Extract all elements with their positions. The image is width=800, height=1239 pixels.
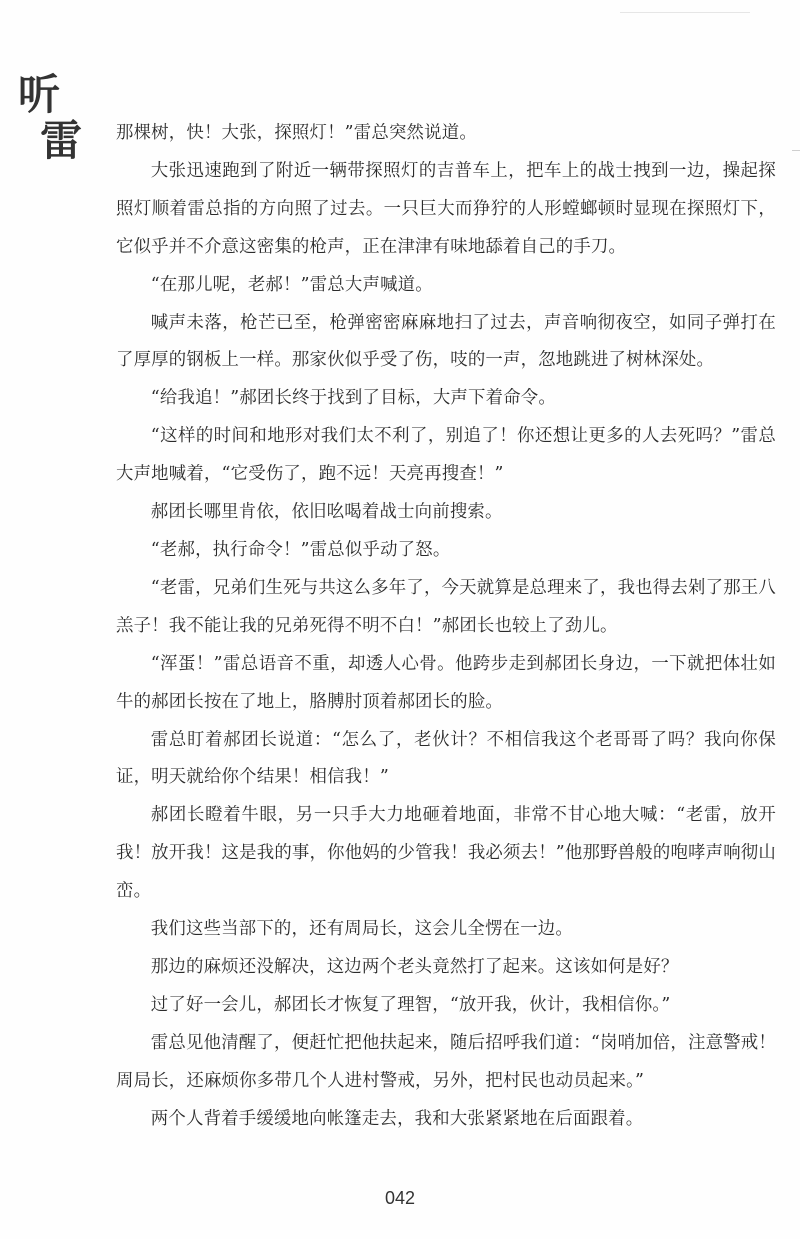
book-title: [18, 70, 83, 165]
paragraph: “老郝，执行命令！”雷总似乎动了怒。: [150, 539, 451, 560]
paragraph: “给我追！”郝团长终于找到了目标，大声下着命令。: [150, 388, 556, 409]
book-title-char-1: 听: [18, 70, 61, 119]
paragraph: “老雷，兄弟们生死与共这么多年了，今天就算是总理来了，我也得去剁了那王八羔子！我不能让我的兄弟死得不明不白！”郝团长也较上了劲儿。: [116, 577, 776, 636]
paragraph: 两个人背着手缓缓地向帐篷走去，我和大张紧紧地在后面跟着。: [150, 1108, 644, 1129]
paragraph: 雷总见他清醒了，便赶忙把他扶起来，随后招呼我们道：“岗哨加倍，注意警戒！周局长，还麻烦你多带几个人进村警戒，另外，把村民也动员起来。”: [116, 1032, 776, 1091]
body-text: [116, 115, 776, 1138]
paragraph: “浑蛋！”雷总语音不重，却透人心骨。他跨步走到郝团长身边，一下就把体壮如牛的郝团长按在了地上，胳膊肘顶着郝团长的脸。: [116, 653, 776, 712]
top-rule: [620, 12, 750, 13]
paragraph: 喊声未落，枪芒已至，枪弹密密麻麻地扫了过去，声音响彻夜空，如同子弹打在了厚厚的钢板上一样。那家伙似乎受了伤，吱的一声，忽地跳进了树林深处。: [116, 312, 776, 371]
side-mark: [792, 150, 800, 151]
paragraph: 雷总盯着郝团长说道：“怎么了，老伙计？不相信我这个老哥哥了吗？我向你保证，明天就给你个结果！相信我！”: [116, 729, 776, 788]
paragraph: “在那儿呢，老郝！”雷总大声喊道。: [150, 274, 433, 295]
paragraph-continuation: 那棵树，快！大张，探照灯！”雷总突然说道。: [116, 123, 477, 143]
page-number: 042: [384, 1188, 416, 1208]
paragraph: “这样的时间和地形对我们太不利了，别追了！你还想让更多的人去死吗？”雷总大声地喊着，“它受伤了，跑不远！天亮再搜查！”: [116, 426, 776, 485]
paragraph: 郝团长哪里肯依，依旧吆喝着战士向前搜索。: [150, 502, 503, 523]
paragraph: 大张迅速跑到了附近一辆带探照灯的吉普车上，把车上的战士拽到一边，操起探照灯顺着雷总指的方向照了过去。一只巨大而狰狞的人形螳螂顿时显现在探照灯下，它似乎并不介意这密集的枪声，正在津津有味地舔着自己的手刀。: [116, 160, 776, 257]
paragraph: 郝团长瞪着牛眼，另一只手大力地砸着地面，非常不甘心地大喊：“老雷，放开我！放开我！这是我的事，你他妈的少管我！我必须去！”他那野兽般的咆哮声响彻山峦。: [116, 805, 776, 902]
paragraph: 过了好一会儿，郝团长才恢复了理智，“放开我，伙计，我相信你。”: [150, 994, 671, 1015]
book-title-char-2: 雷: [40, 116, 83, 165]
paragraph: 我们这些当部下的，还有周局长，这会儿全愣在一边。: [150, 919, 573, 940]
paragraph: 那边的麻烦还没解决，这边两个老头竟然打了起来。这该如何是好？: [150, 956, 679, 977]
